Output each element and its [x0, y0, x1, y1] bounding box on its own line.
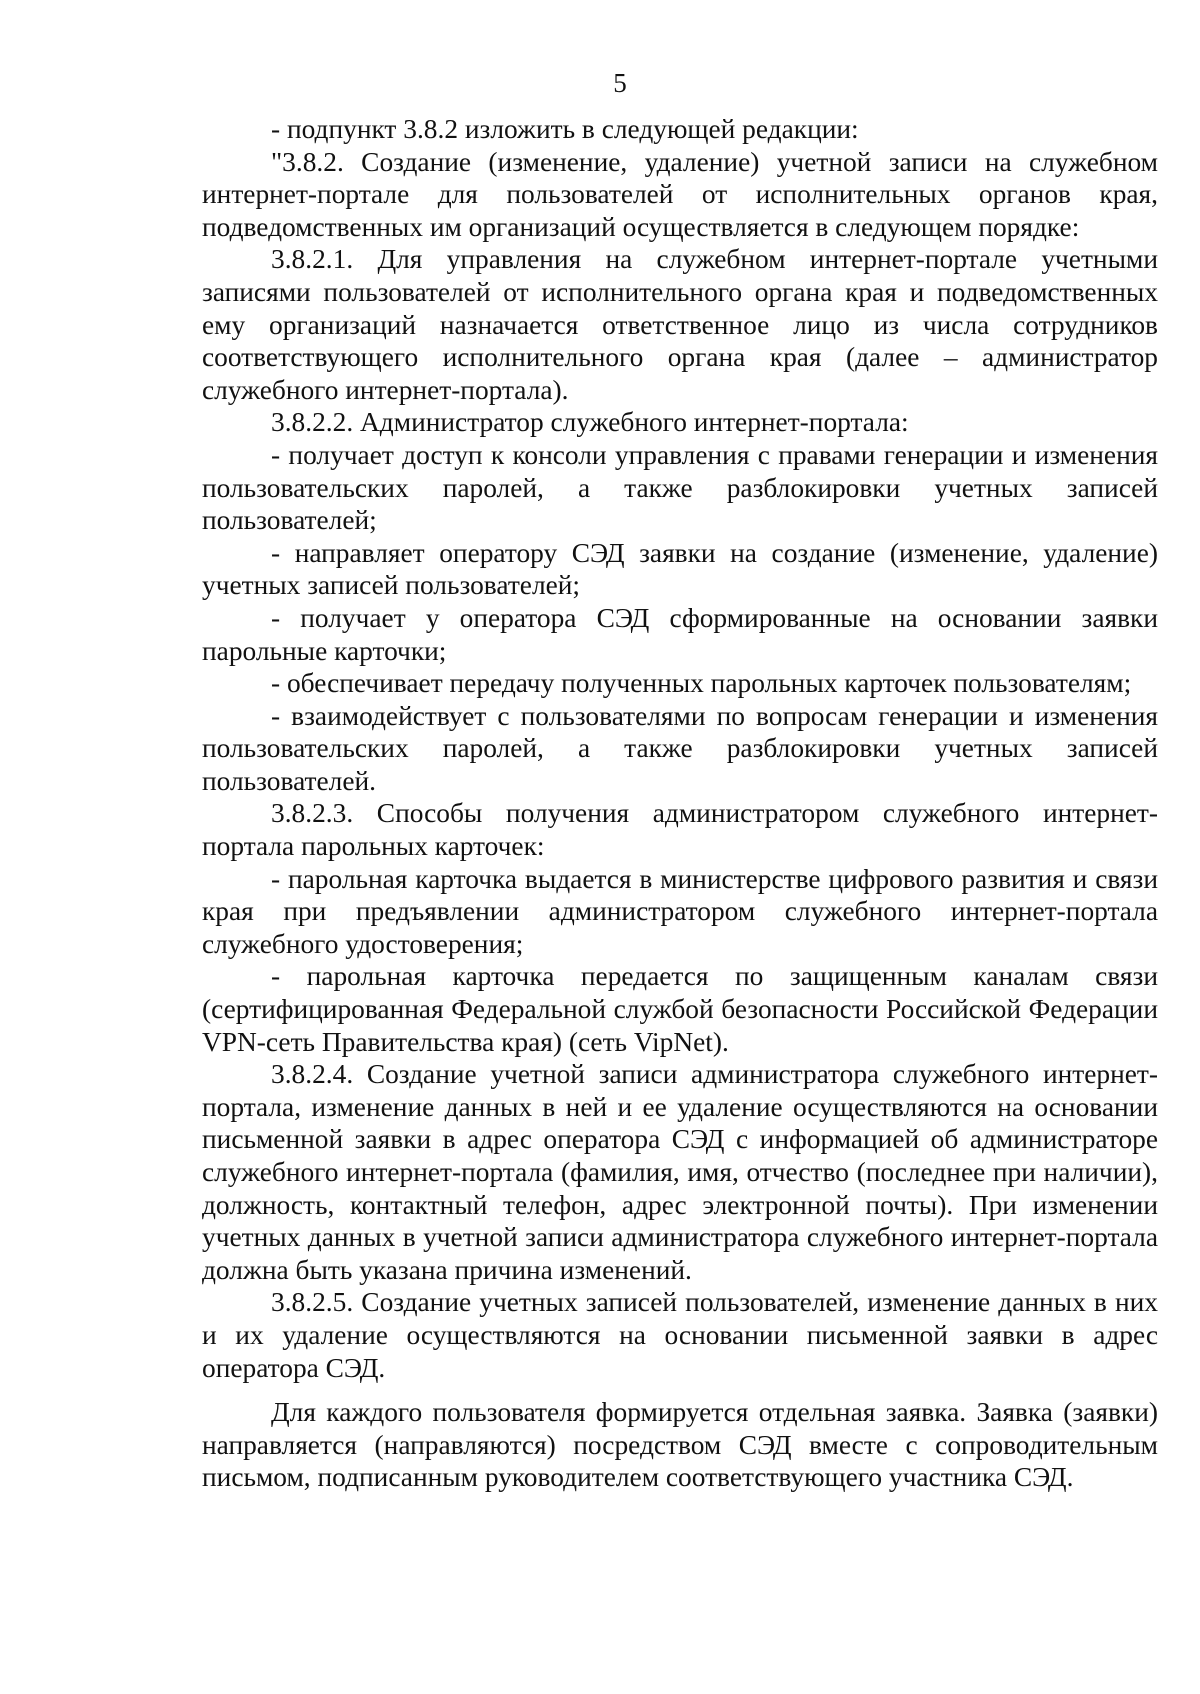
- paragraph: - взаимодействует с пользователями по вопросам генерации и изменения пользовательских паролей, а также разблокировки учетных записей пользователей.: [202, 700, 1158, 796]
- document-body: [202, 113, 1158, 1494]
- page-number: 5: [613, 68, 627, 98]
- paragraph: - получает у оператора СЭД сформированные на основании заявки парольные карточки;: [202, 602, 1158, 666]
- paragraph: 3.8.2.1. Для управления на служебном интернет-портале учетными записями пользователей от исполнительного органа края и подведомственных ему организаций назначается ответственное лицо из числа сотрудников соответствующего исполнительного органа края (далее – администратор служебного интернет-портала).: [202, 244, 1158, 405]
- paragraph: - парольная карточка выдается в министерстве цифрового развития и связи края при предъявлении администратором служебного интернет-портала служебного удостоверения;: [202, 863, 1158, 959]
- paragraph: - подпункт 3.8.2 изложить в следующей редакции:: [271, 114, 859, 144]
- paragraph: 3.8.2.5. Создание учетных записей пользователей, изменение данных в них и их удаление осуществляются на основании письменной заявки в адрес оператора СЭД.: [202, 1287, 1158, 1383]
- paragraph: "3.8.2. Создание (изменение, удаление) учетной записи на служебном интернет-портале для пользователей от исполнительных органов края, подведомственных им организаций осуществляется в следующем порядке:: [202, 146, 1158, 242]
- paragraph: 3.8.2.2. Администратор служебного интернет-портала:: [271, 407, 909, 438]
- paragraph: 3.8.2.3. Способы получения администратором служебного интернет-портала парольных карточек:: [202, 798, 1158, 862]
- paragraph: - парольная карточка передается по защищенным каналам связи (сертифицированная Федеральной службой безопасности Российской Федерации VPN-сеть Правительства края) (сеть VipNet).: [202, 961, 1158, 1057]
- paragraph: - обеспечивает передачу полученных парольных карточек пользователям;: [271, 668, 1132, 699]
- paragraph: - направляет оператору СЭД заявки на создание (изменение, удаление) учетных записей пользователей;: [202, 537, 1158, 601]
- paragraph: 3.8.2.4. Создание учетной записи администратора служебного интернет-портала, изменение данных в ней и ее удаление осуществляются на основании письменной заявки в адрес оператора СЭД с информацией об администраторе служебного интернет-портала (фамилия, имя, отчество (последнее при наличии), должность, контактный телефон, адрес электронной почты). При изменении учетных данных в учетной записи администратора служебного интернет-портала должна быть указана причина изменений.: [202, 1059, 1158, 1285]
- paragraph: Для каждого пользователя формируется отдельная заявка. Заявка (заявки) направляется (направляются) посредством СЭД вместе с сопроводительным письмом, подписанным руководителем соответствующего участника СЭД.: [202, 1397, 1158, 1493]
- paragraph: - получает доступ к консоли управления с правами генерации и изменения пользовательских паролей, а также разблокировки учетных записей пользователей;: [202, 439, 1158, 536]
